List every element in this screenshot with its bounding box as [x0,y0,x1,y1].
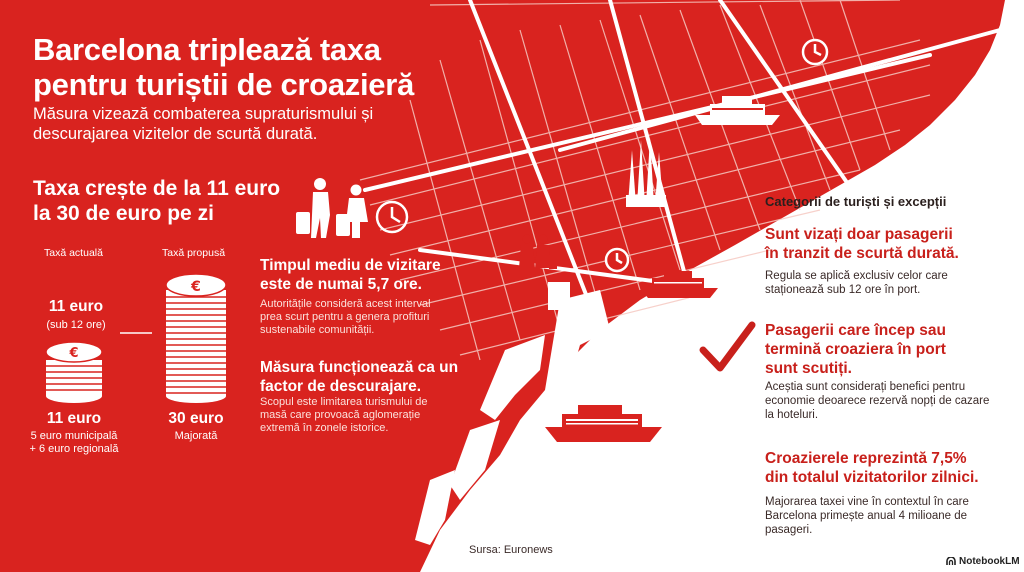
category-title: Categorii de turiști și excepții [765,194,947,209]
point-heading-line2: este de numai 5,7 ore. [260,276,422,293]
right-item-text-line2: staționează sub 12 ore în port. [765,284,921,296]
current-note-line1: 5 euro municipală [30,430,118,442]
brand-badge [946,556,1020,567]
subtitle [33,104,373,144]
right-item-heading-line3: sunt scutiți. [765,360,852,377]
right-item-heading-line1: Sunt vizați doar pasagerii [765,226,953,243]
right-item-text-line1: Majorarea taxei vine în contextul în care [765,496,969,508]
point-visit-time [260,256,480,337]
right-item-heading-line1: Croazierele reprezintă 7,5% [765,450,967,467]
point-text-line3: extremă în zonele istorice. [260,422,389,434]
proposed-note: Majorată [174,430,218,442]
point-text-line1: Scopul este limitarea turismului de [260,396,428,408]
right-item-heading-line2: termină croaziera în port [765,341,946,358]
point-heading-line1: Măsura funcționează ca un [260,359,459,376]
right-item-transit [765,225,1015,297]
right-item-text-line3: pasageri. [765,524,813,536]
proposed-value: 30 euro [168,410,224,427]
right-item-text-line3: la hoteluri. [765,409,819,421]
right-item-share [765,449,1015,537]
current-top-value: 11 euro [48,298,104,315]
point-text-line2: masă care provoacă aglomerație [260,409,421,421]
point-text-line1: Autoritățile consideră acest interval [260,298,431,310]
current-tax-coins-icon [46,342,102,403]
subtitle-line1: Măsura vizează combaterea supraturismului și [33,105,374,123]
right-item-text-line2: economie deoarece rezervă nopți de cazare [765,395,990,407]
headline-line1: Taxa crește de la 11 euro [33,177,281,200]
right-item-heading-line2: din totalul vizitatorilor zilnici. [765,469,979,486]
page-title-line2: pentru turiștii de croazieră [33,67,414,102]
svg-text:€: € [69,346,79,361]
title-block [33,32,414,102]
page-title-line1: Barcelona triplează taxa [33,32,381,67]
point-heading-line1: Timpul mediu de vizitare [260,257,441,274]
source-text: Sursa: Euronews [469,544,553,556]
right-item-text-line2: Barcelona primește anual 4 milioane de [765,510,968,522]
subtitle-line2: descurajarea vizitelor de scurtă durată. [33,125,318,143]
right-item-exempt [765,321,1015,422]
clock-icon [803,40,827,64]
svg-text:€: € [191,279,201,295]
proposed-tax-coins-icon [166,274,226,403]
headline [33,176,280,226]
current-note [22,430,126,456]
right-item-heading-line1: Pasagerii care încep sau [765,322,946,339]
proposed-tax-label: Taxă propusă [162,247,226,259]
current-top-note: (sub 12 ore) [46,319,106,331]
point-heading-line2: factor de descurajare. [260,378,422,395]
clock-icon [606,249,628,271]
right-item-text-line1: Regula se aplică exclusiv celor care [765,270,948,282]
right-item-heading-line2: în tranzit de scurtă durată. [765,245,959,262]
point-deterrent [260,358,490,435]
point-text-line2: prea scurt pentru a genera profituri [260,311,430,323]
current-tax-label: Taxă actuală [44,247,103,259]
right-item-text-line1: Aceștia sunt considerați benefici pentru [765,381,966,393]
brand-name: NotebookLM [959,556,1020,567]
current-value: 11 euro [46,410,102,427]
current-note-line2: + 6 euro regională [29,443,119,455]
point-text-line3: sustenabile comunității. [260,324,375,336]
notebooklm-logo-icon [946,557,956,566]
headline-line2: la 30 de euro pe zi [33,202,214,225]
